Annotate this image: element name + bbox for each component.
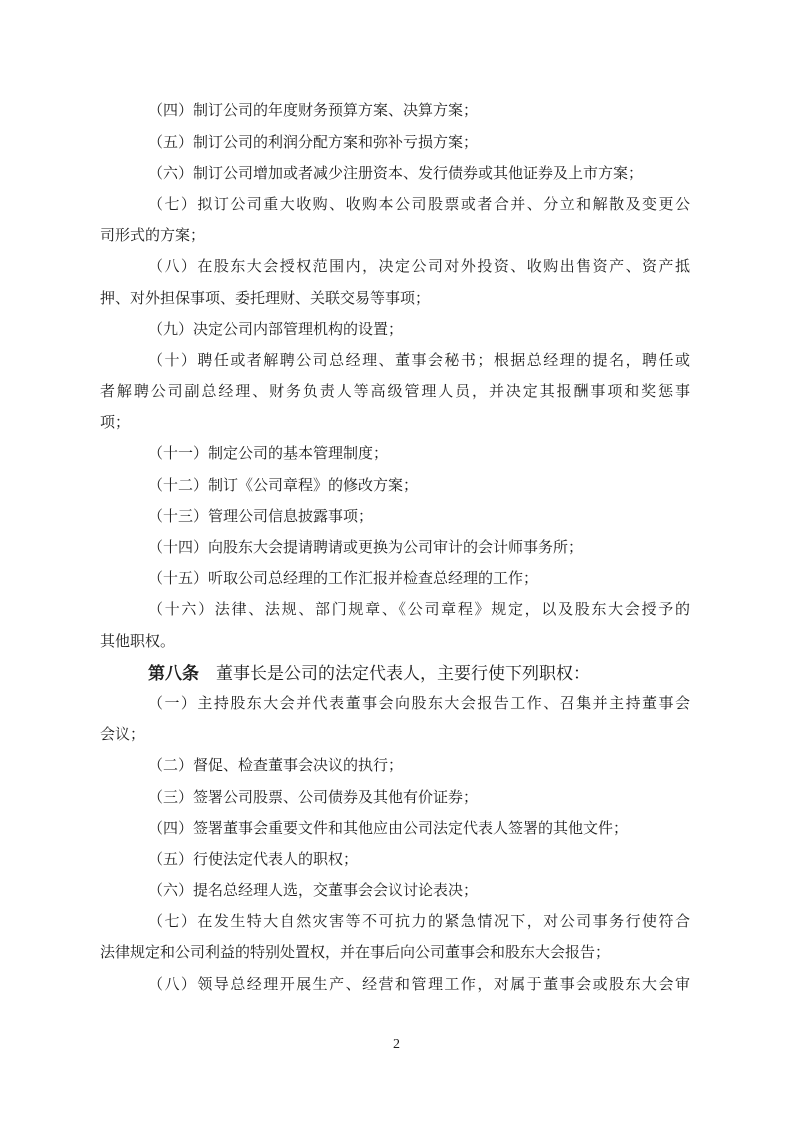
text-line: （六）提名总经理人选，交董事会会议讨论表决； [148,883,479,900]
text-line: （六）制订公司增加或者减少注册资本、发行债券或其他证券及上市方案； [148,165,644,182]
document-body [100,96,690,1000]
text-line: （二）督促、检查董事会决议的执行； [148,758,404,775]
text-line: （五）行使法定代表人的职权； [148,851,359,868]
text-line: （四）制订公司的年度财务预算方案、决算方案； [148,103,479,120]
article-heading-line [100,658,690,689]
text-line: （五）制订公司的利润分配方案和弥补亏损方案； [148,134,479,151]
text-line: （十五）听取公司总经理的工作汇报并检查总经理的工作； [148,571,539,588]
text-line: （七）在发生特大自然灾害等不可抗力的紧急情况下，对公司事务行使符合 [148,914,690,931]
text-line: 项； [100,415,131,432]
text-line: （八）领导总经理开展生产、经营和管理工作，对属于董事会或股东大会审 [148,976,690,993]
text-line: （十一）制定公司的基本管理制度； [148,446,389,463]
text-line: 其他职权。 [100,633,176,650]
text-line: 法律规定和公司利益的特别处置权，并在事后向公司董事会和股东大会报告； [100,945,611,962]
text-line: 会议； [100,727,146,744]
article-heading-text: 董事长是公司的法定代表人，主要行使下列职权： [199,663,590,683]
text-line: （十三）管理公司信息披露事项； [148,508,374,525]
text-line: （十六）法律、法规、部门规章、《公司章程》规定，以及股东大会授予的 [148,602,690,619]
text-line: （七）拟订公司重大收购、收购本公司股票或者合并、分立和解散及变更公 [148,196,690,213]
text-line: （十二）制订《公司章程》的修改方案； [148,477,419,494]
text-line: （一）主持股东大会并代表董事会向股东大会报告工作、召集并主持董事会 [148,695,690,712]
page-number: 2 [393,1037,400,1052]
text-line: （十）聘任或者解聘公司总经理、董事会秘书；根据总经理的提名，聘任或 [148,352,690,369]
text-line: （八）在股东大会授权范围内，决定公司对外投资、收购出售资产、资产抵 [148,259,690,276]
text-line: 司形式的方案； [100,228,206,245]
article-number: 第八条 [148,663,199,683]
text-line: （九）决定公司内部管理机构的设置； [148,321,404,338]
text-line: 押、对外担保事项、委托理财、关联交易等事项； [100,290,431,307]
text-line: （四）签署董事会重要文件和其他应由公司法定代表人签署的其他文件； [148,820,629,837]
text-line: （三）签署公司股票、公司债券及其他有价证券； [148,789,479,806]
text-line: （十四）向股东大会提请聘请或更换为公司审计的会计师事务所； [148,540,584,557]
text-line: 者解聘公司副总经理、财务负责人等高级管理人员，并决定其报酬事项和奖惩事 [100,384,690,401]
